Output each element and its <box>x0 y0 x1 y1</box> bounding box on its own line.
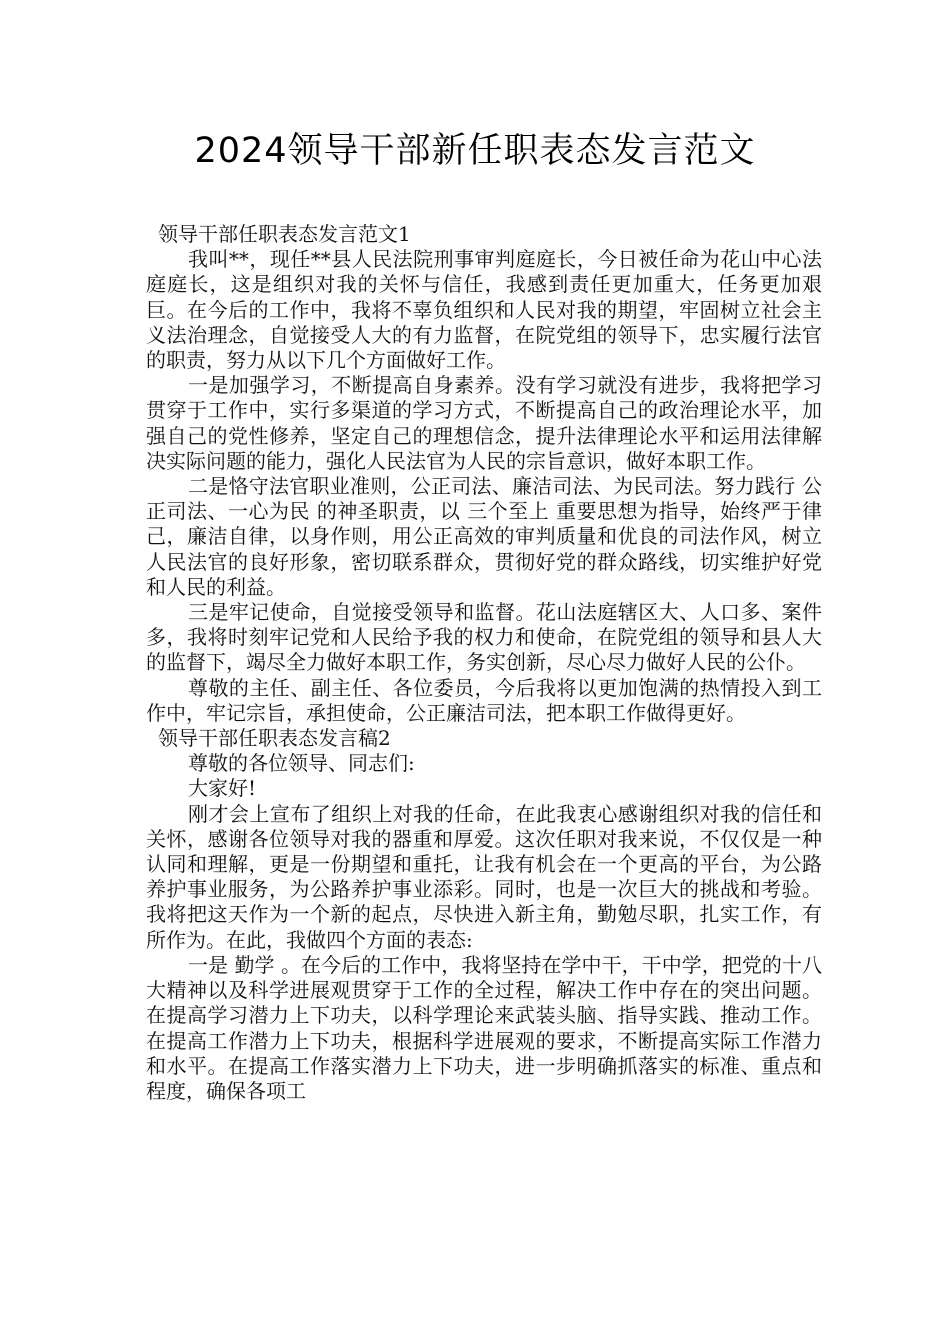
body-paragraph: 大家好! <box>188 776 257 801</box>
body-paragraph: 刚才会上宣布了组织上对我的任命，在此我衷心感谢组织对我的信任和关怀，感谢各位领导对我的器重和厚爱。这次任职对我来说，不仅仅是一种认同和理解，更是一份期望和重托，让我有机会在一个更高的平台，为公路养护事业服务，为公路养护事业添彩。同时，也是一次巨大的挑战和考验。我将把这天作为一个新的起点，尽快进入新主角，勤勉尽职，扎实工作，有所作为。在此，我做四个方面的表态: <box>146 801 822 952</box>
body-paragraph: 一是 勤学 。在今后的工作中，我将坚持在学中干，干中学，把党的十八大精神以及科学进展观贯穿于工作的全过程，解决工作中存在的突出问题。在提高学习潜力上下功夫，以科学理论来武装头脑、指导实践、推动工作。在提高工作潜力上下功夫，根据科学进展观的要求，不断提高实际工作潜力和水平。在提高工作落实潜力上下功夫，进一步明确抓落实的标准、重点和程度，确保各项工 <box>146 952 822 1103</box>
body-paragraph: 我叫**，现任**县人民法院刑事审判庭庭长，今日被任命为花山中心法庭庭长，这是组织对我的关怀与信任，我感到责任更加重大，任务更加艰巨。在今后的工作中，我将不辜负组织和人民对我的期望，牢固树立社会主义法治理念，自觉接受人大的有力监督，在院党组的领导下，忠实履行法官的职责，努力从以下几个方面做好工作。 <box>146 247 822 373</box>
section-heading: 领导干部任职表态发言范文1 <box>158 222 411 246</box>
body-paragraph: 一是加强学习，不断提高自身素养。没有学习就没有进步，我将把学习贯穿于工作中，实行多渠道的学习方式，不断提高自己的政治理论水平，加强自己的党性修养，坚定自己的理想信念，提升法律理论水平和运用法律解决实际问题的能力，强化人民法官为人民的宗旨意识，做好本职工作。 <box>146 373 822 473</box>
body-paragraph: 尊敬的各位领导、同志们: <box>188 751 415 776</box>
body-paragraph: 尊敬的主任、副主任、各位委员，今后我将以更加饱满的热情投入到工作中，牢记宗旨，承担使命，公正廉洁司法，把本职工作做得更好。 <box>146 675 822 725</box>
document-title: 2024领导干部新任职表态发言范文 <box>194 131 756 171</box>
document-body <box>146 222 822 1104</box>
body-paragraph: 二是恪守法官职业准则，公正司法、廉洁司法、为民司法。努力践行 公正司法、一心为民 的神圣职责，以 三个至上 重要思想为指导，始终严于律己，廉洁自律，以身作则，用公正高效的审判质量和优良的司法作风，树立人民法官的良好形象，密切联系群众，贯彻好党的群众路线，切实维护好党和人民的利益。 <box>146 474 822 599</box>
section-heading: 领导干部任职表态发言稿2 <box>158 726 391 751</box>
body-paragraph: 三是牢记使命，自觉接受领导和监督。花山法庭辖区大、人口多、案件多，我将时刻牢记党和人民给予我的权力和使命，在院党组的领导和县人大的监督下，竭尽全力做好本职工作，务实创新，尽心尽力做好人民的公仆。 <box>146 600 822 675</box>
